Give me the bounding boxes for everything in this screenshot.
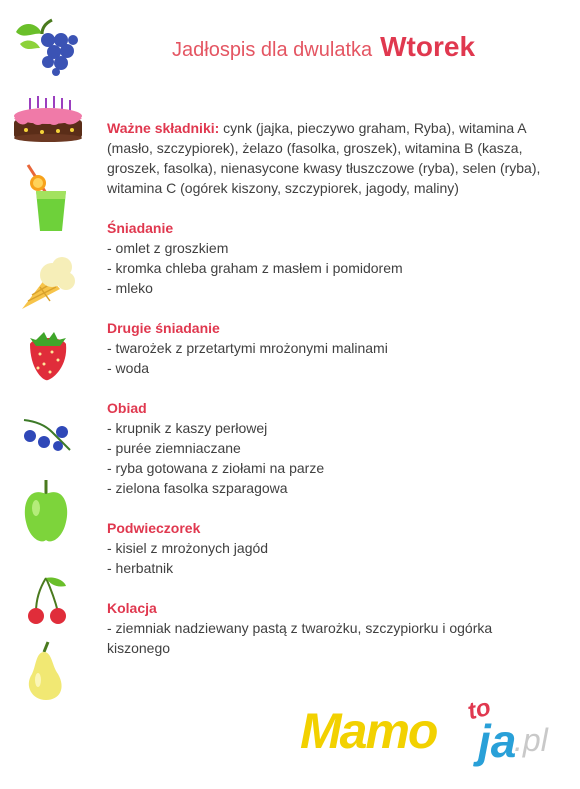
meal-item: - zielona fasolka szparagowa	[107, 480, 288, 496]
green-apple-icon	[22, 478, 70, 544]
juice-glass-icon	[22, 163, 70, 233]
meal-title: Obiad	[107, 400, 147, 416]
meal-item: - ryba gotowana z ziołami na parze	[107, 460, 325, 476]
meal-section	[107, 598, 547, 658]
meal-title: Kolacja	[107, 600, 157, 616]
meal-section	[107, 218, 547, 298]
meal-section	[107, 398, 547, 498]
strawberry-icon	[24, 330, 70, 382]
title-lead: Jadłospis dla dwulatka	[172, 39, 373, 61]
logo-pl: .pl	[514, 722, 548, 758]
ice-cream-cone-icon	[18, 253, 76, 311]
logo-main: Mamo	[300, 703, 437, 759]
meal-item: - twarożek z przetartymi mrożonymi malinami	[107, 340, 388, 356]
meal-item: - herbatnik	[107, 560, 174, 576]
meal-title: Drugie śniadanie	[107, 320, 220, 336]
meal-item: - mleko	[107, 280, 153, 296]
meal-title: Śniadanie	[107, 220, 174, 236]
page-title	[172, 31, 475, 71]
meal-item: - kromka chleba graham z masłem i pomidorem	[107, 260, 403, 276]
logo-to: to	[464, 693, 494, 726]
mamotoja-logo	[300, 693, 565, 772]
meal-item: - krupnik z kaszy perłowej	[107, 420, 268, 436]
birthday-cake-icon	[12, 94, 84, 142]
meal-item: - woda	[107, 360, 150, 376]
blueberries-icon	[22, 416, 72, 454]
ingredients-label: Ważne składniki:	[107, 120, 220, 136]
logo-ja: ja	[478, 715, 517, 767]
cherries-icon	[24, 574, 70, 626]
pear-icon	[24, 640, 66, 702]
meal-section	[107, 318, 547, 378]
ingredients-text: cynk (jajka, pieczywo graham, Ryba), witamina A (masło, szczypiorek), żelazo (fasolka, groszek), witamina B (kasza, groszek, fasolka), nienasycone kwasy tłuszczowe (ryba), selen (ryba), witamina C (ogórek kiszony, szczypiorek, jagody, maliny)	[107, 120, 541, 196]
meal-title: Podwieczorek	[107, 520, 201, 536]
grapes-icon	[12, 18, 78, 76]
title-day: Wtorek	[380, 31, 476, 62]
important-ingredients	[107, 118, 547, 198]
meal-item: - ziemniak nadziewany pastą z twarożku, szczypiorku i ogórka kiszonego	[107, 620, 493, 656]
menu-content	[107, 118, 547, 658]
meal-item: - omlet z groszkiem	[107, 240, 229, 256]
meal-section	[107, 518, 547, 578]
meal-item: - kisiel z mrożonych jagód	[107, 540, 269, 556]
meal-item: - purée ziemniaczane	[107, 440, 241, 456]
